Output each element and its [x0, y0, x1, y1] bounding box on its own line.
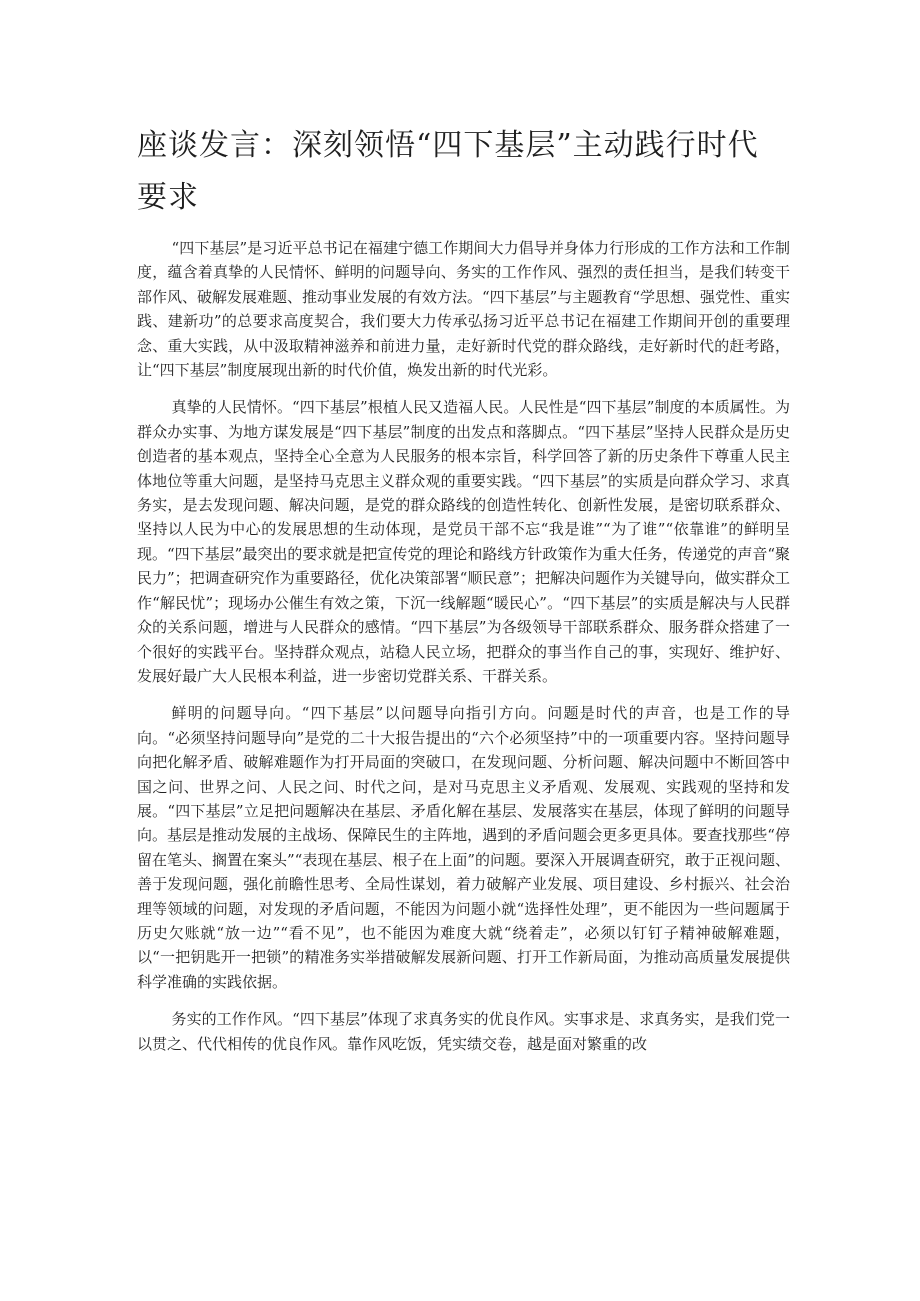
paragraph-people-sentiment: 真挚的人民情怀。“四下基层”根植人民又造福人民。人民性是“四下基层”制度的本质属性。为群众办实事、为地方谋发展是“四下基层”制度的出发点和落脚点。“四下基层”坚持人民群众是历史创造者的基本观点，坚持全心全意为人民服务的根本宗旨，科学回答了新的历史条件下尊重人民主体地位等重大问题，是坚持马克思主义群众观的重要实践。“四下基层”的实质是向群众学习、求真务实，是去发现问题、解决问题，是党的群众路线的创造性转化、创新性发展，是密切联系群众、坚持以人民为中心的发展思想的生动体现，是党员干部不忘“我是谁”“为了谁”“依靠谁”的鲜明呈现。“四下基层”最突出的要求就是把宣传党的理论和路线方针政策作为重大任务，传递党的声音“聚民力”；把调查研究作为重要路径，优化决策部署“顺民意”；把解决问题作为关键导向，做实群众工作“解民忧”；现场办公催生有效之策，下沉一线解题“暖民心”。“四下基层”的实质是解决与人民群众的关系问题，增进与人民群众的感情。“四下基层”为各级领导干部联系群众、服务群众搭建了一个很好的实践平台。坚持群众观点，站稳人民立场，把群众的事当作自己的事，实现好、维护好、发展好最广大人民根本利益，进一步密切党群关系、干群关系。 — [137, 398, 791, 685]
document-title: 座谈发言：深刻领悟“四下基层”主动践行时代要求 — [137, 128, 759, 215]
paragraph-intro: “四下基层”是习近平总书记在福建宁德工作期间大力倡导并身体力行形成的工作方法和工作制度，蕴含着真挚的人民情怀、鲜明的问题导向、务实的工作作风、强烈的责任担当，是我们转变干部作风、破解发展难题、推动事业发展的有效方法。“四下基层”与主题教育“学思想、强党性、重实践、建新功”的总要求高度契合，我们要大力传承弘扬习近平总书记在福建工作期间开创的重要理念、重大实践，从中汲取精神滋养和前进力量，走好新时代党的群众路线，走好新时代的赶考路，让“四下基层”制度展现出新的时代价值，焕发出新的时代光彩。 — [137, 239, 791, 380]
paragraph-work-style: 务实的工作作风。“四下基层”体现了求真务实的优良作风。实事求是、求真务实，是我们党一以贯之、代代相传的优良作风。靠作风吃饭，凭实绩交卷，越是面对繁重的改 — [137, 1010, 790, 1053]
document-body — [137, 236, 790, 1069]
paragraph-problem-orientation: 鲜明的问题导向。“四下基层”以问题导向指引方向。问题是时代的声音，也是工作的导向。“必须坚持问题导向”是党的二十大报告提出的“六个必须坚持”中的一项重要内容。坚持问题导向把化解矛盾、破解难题作为打开局面的突破口，在发现问题、分析问题、解决问题中不断回答中国之问、世界之问、人民之问、时代之问，是对马克思主义矛盾观、发展观、实践观的坚持和发展。“四下基层”立足把问题解决在基层、矛盾化解在基层、发展落实在基层，体现了鲜明的问题导向。基层是推动发展的主战场、保障民生的主阵地，遇到的矛盾问题会更多更具体。要查找那些“停留在笔头、搁置在案头”“表现在基层、根子在上面”的问题。要深入开展调查研究，敢于正视问题、善于发现问题，强化前瞻性思考、全局性谋划，着力破解产业发展、项目建设、乡村振兴、社会治理等领域的问题，对发现的矛盾问题，不能因为问题小就“选择性处理”，更不能因为一些问题属于历史欠账就“放一边”“看不见”，也不能因为难度大就“绕着走”，必须以钉钉子精神破解难题，以“一把钥匙开一把锁”的精准务实举措破解发展新问题、打开工作新局面，为推动高质量发展提供科学准确的实践依据。 — [137, 704, 791, 991]
